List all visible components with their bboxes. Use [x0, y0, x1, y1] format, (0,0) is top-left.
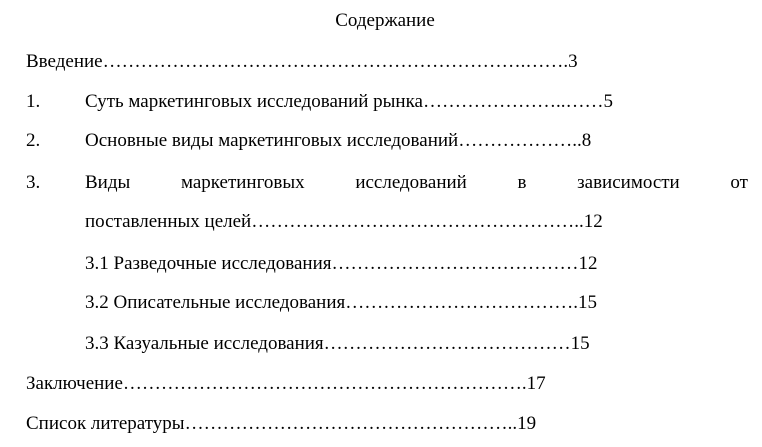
toc-entry-types-by-goals — [85, 172, 748, 194]
toc-word: исследований — [355, 172, 467, 193]
toc-entry-conclusion: Заключение……………………………………………………….17 — [26, 373, 546, 394]
toc-word: маркетинговых — [180, 172, 305, 193]
toc-entry-types-by-goals-continuation: поставленных целей……………………………………………..12 — [85, 211, 603, 232]
toc-word: Виды — [85, 172, 131, 193]
toc-entry-bibliography: Список литературы……………………………………………..19 — [26, 413, 537, 434]
toc-word: от — [730, 172, 748, 193]
toc-entry-descriptive: 3.2 Описательные исследования……………………………….15 — [85, 292, 598, 313]
toc-entry-number: 3. — [26, 172, 41, 193]
toc-word: зависимости — [577, 172, 680, 193]
toc-title: Содержание — [335, 10, 435, 31]
toc-word: в — [517, 172, 527, 193]
toc-entry-exploratory: 3.1 Разведочные исследования…………………………………12 — [85, 253, 598, 274]
toc-entry-number: 2. — [26, 130, 41, 151]
toc-entry-causal: 3.3 Казуальные исследования…………………………………15 — [85, 333, 590, 354]
toc-entry-market-research-essence: Суть маркетинговых исследований рынка…………………..……5 — [85, 91, 613, 112]
toc-entry-number: 1. — [26, 91, 41, 112]
toc-entry-introduction: Введение………………………………………………………….…….3 — [26, 51, 578, 72]
toc-entry-main-types: Основные виды маркетинговых исследований………………..8 — [85, 130, 592, 151]
